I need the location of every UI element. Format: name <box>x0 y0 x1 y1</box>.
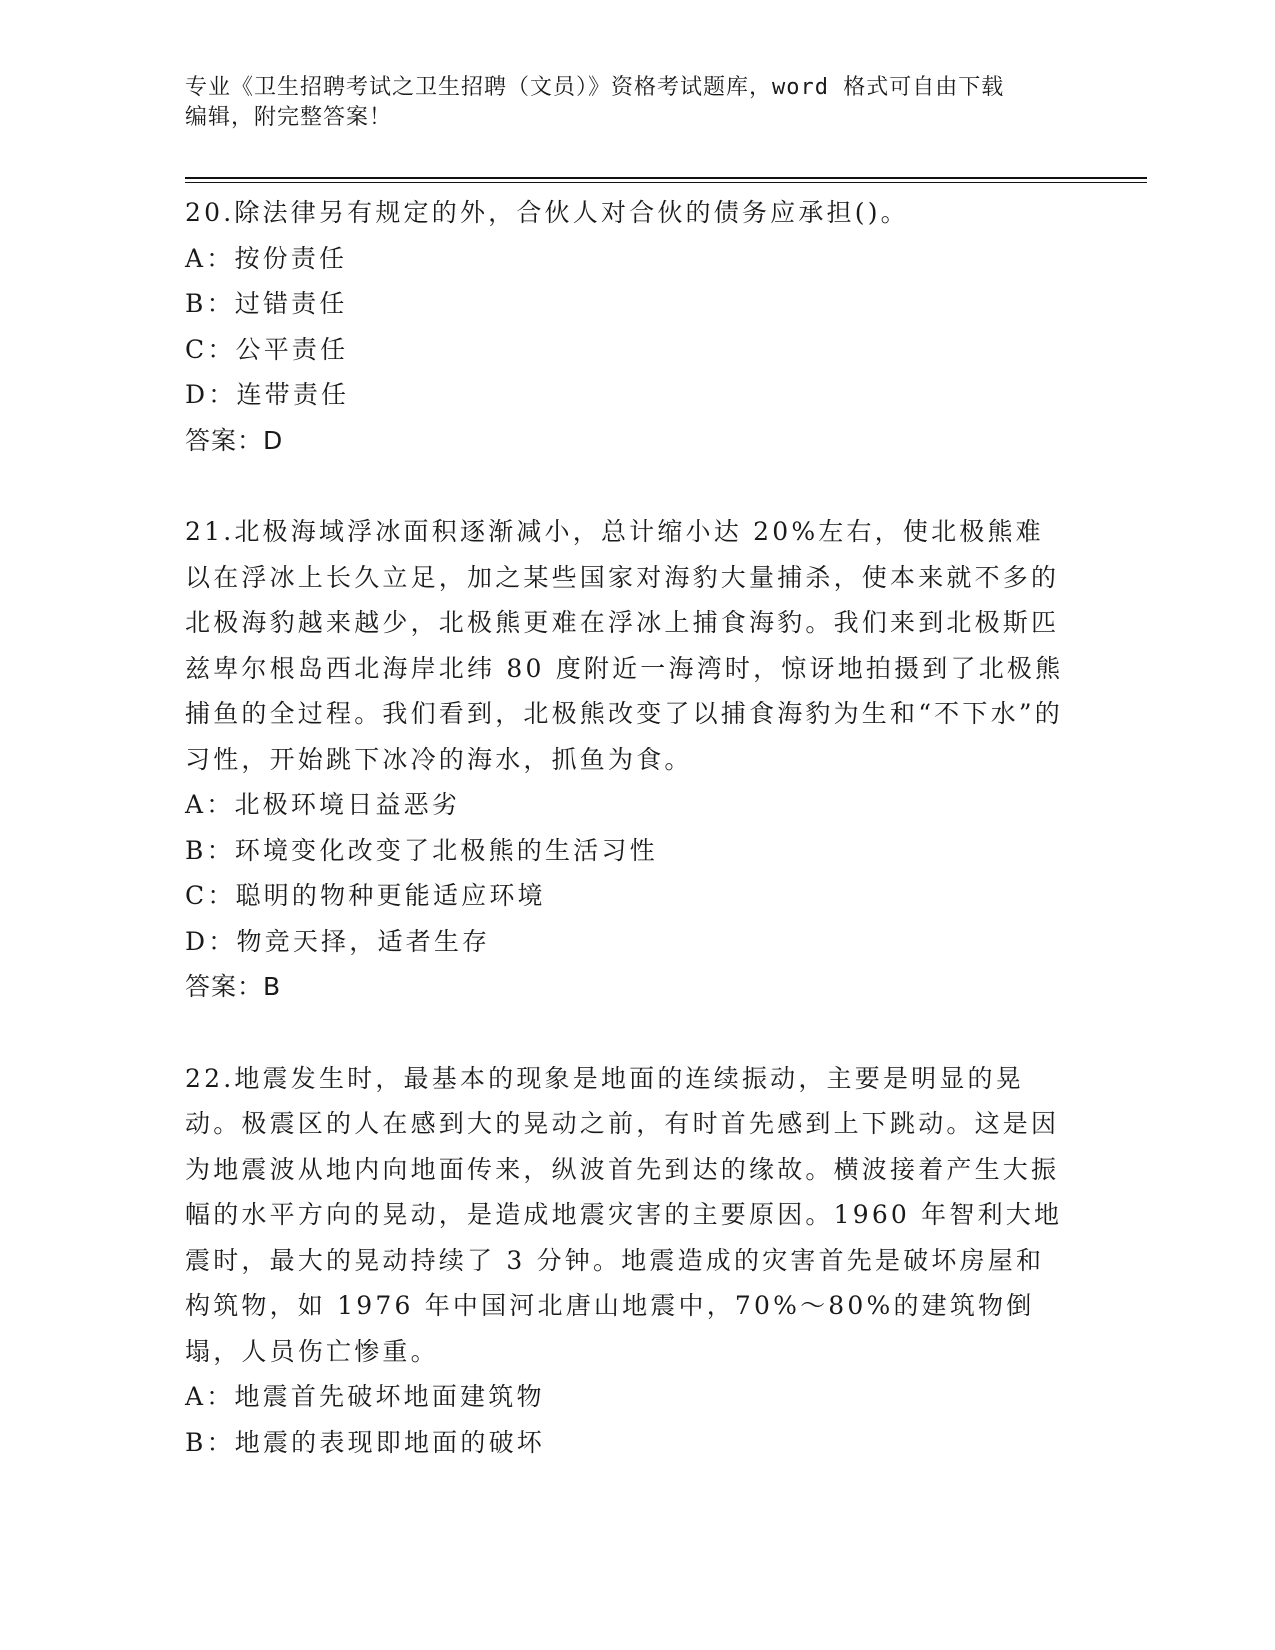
option-a: A：地震首先破坏地面建筑物 <box>185 1382 545 1411</box>
question-stem: 22.地震发生时，最基本的现象是地面的连续振动，主要是明显的晃动。极震区的人在感到大的晃动之前，有时首先感到上下跳动。这是因为地震波从地内向地面传来，纵波首先到达的缘故。横波接着产生大振幅的水平方向的晃动，是造成地震灾害的主要原因。1960 年智利大地震时，最大的晃动持续了 3 分钟。地震造成的灾害首先是破坏房屋和构筑物，如 1976 年中国河北唐山地震中，70%～80%的建筑物倒塌，人员伤亡惨重。 <box>185 1063 1063 1366</box>
question-stem: 20.除法律另有规定的外，合伙人对合伙的债务应承担()。 <box>185 198 909 227</box>
question-stem: 21.北极海域浮冰面积逐渐减小，总计缩小达 20%左右，使北极熊难以在浮冰上长久立足，加之某些国家对海豹大量捕杀，使本来就不多的北极海豹越来越少，北极熊更难在浮冰上捕食海豹。我们来到北极斯匹兹卑尔根岛西北海岸北纬 80 度附近一海湾时，惊讶地拍摄到了北极熊捕鱼的全过程。我们看到，北极熊改变了以捕食海豹为生和“不下水”的习性，开始跳下冰冷的海水，抓鱼为食。 <box>185 517 1064 774</box>
header-divider-thick <box>185 177 1147 179</box>
option-c: C：公平责任 <box>185 334 349 364</box>
answer-key: 答案：B <box>185 972 282 1001</box>
question-21 <box>185 509 1065 1010</box>
header-intro-line-2: 编辑，附完整答案！ <box>185 105 393 130</box>
answer-key: 答案：D <box>185 425 284 455</box>
header-divider-thin <box>185 182 1147 183</box>
option-d: D：连带责任 <box>185 380 350 409</box>
header-intro-line-1: 专业《卫生招聘考试之卫生招聘（文员）》资格考试题库，word 格式可自由下载 <box>185 75 1005 100</box>
document-header <box>185 73 1065 133</box>
option-c: C：聪明的物种更能适应环境 <box>185 881 546 910</box>
option-b: B：过错责任 <box>185 289 348 318</box>
option-a: A：按份责任 <box>185 243 348 273</box>
option-b: B：环境变化改变了北极熊的生活习性 <box>185 835 658 865</box>
question-list <box>185 190 1065 1465</box>
option-d: D：物竞天择，适者生存 <box>185 926 491 956</box>
question-22 <box>185 1056 1065 1466</box>
question-20 <box>185 190 1065 463</box>
option-b: B：地震的表现即地面的破坏 <box>185 1427 545 1457</box>
option-a: A：北极环境日益恶劣 <box>185 790 461 819</box>
